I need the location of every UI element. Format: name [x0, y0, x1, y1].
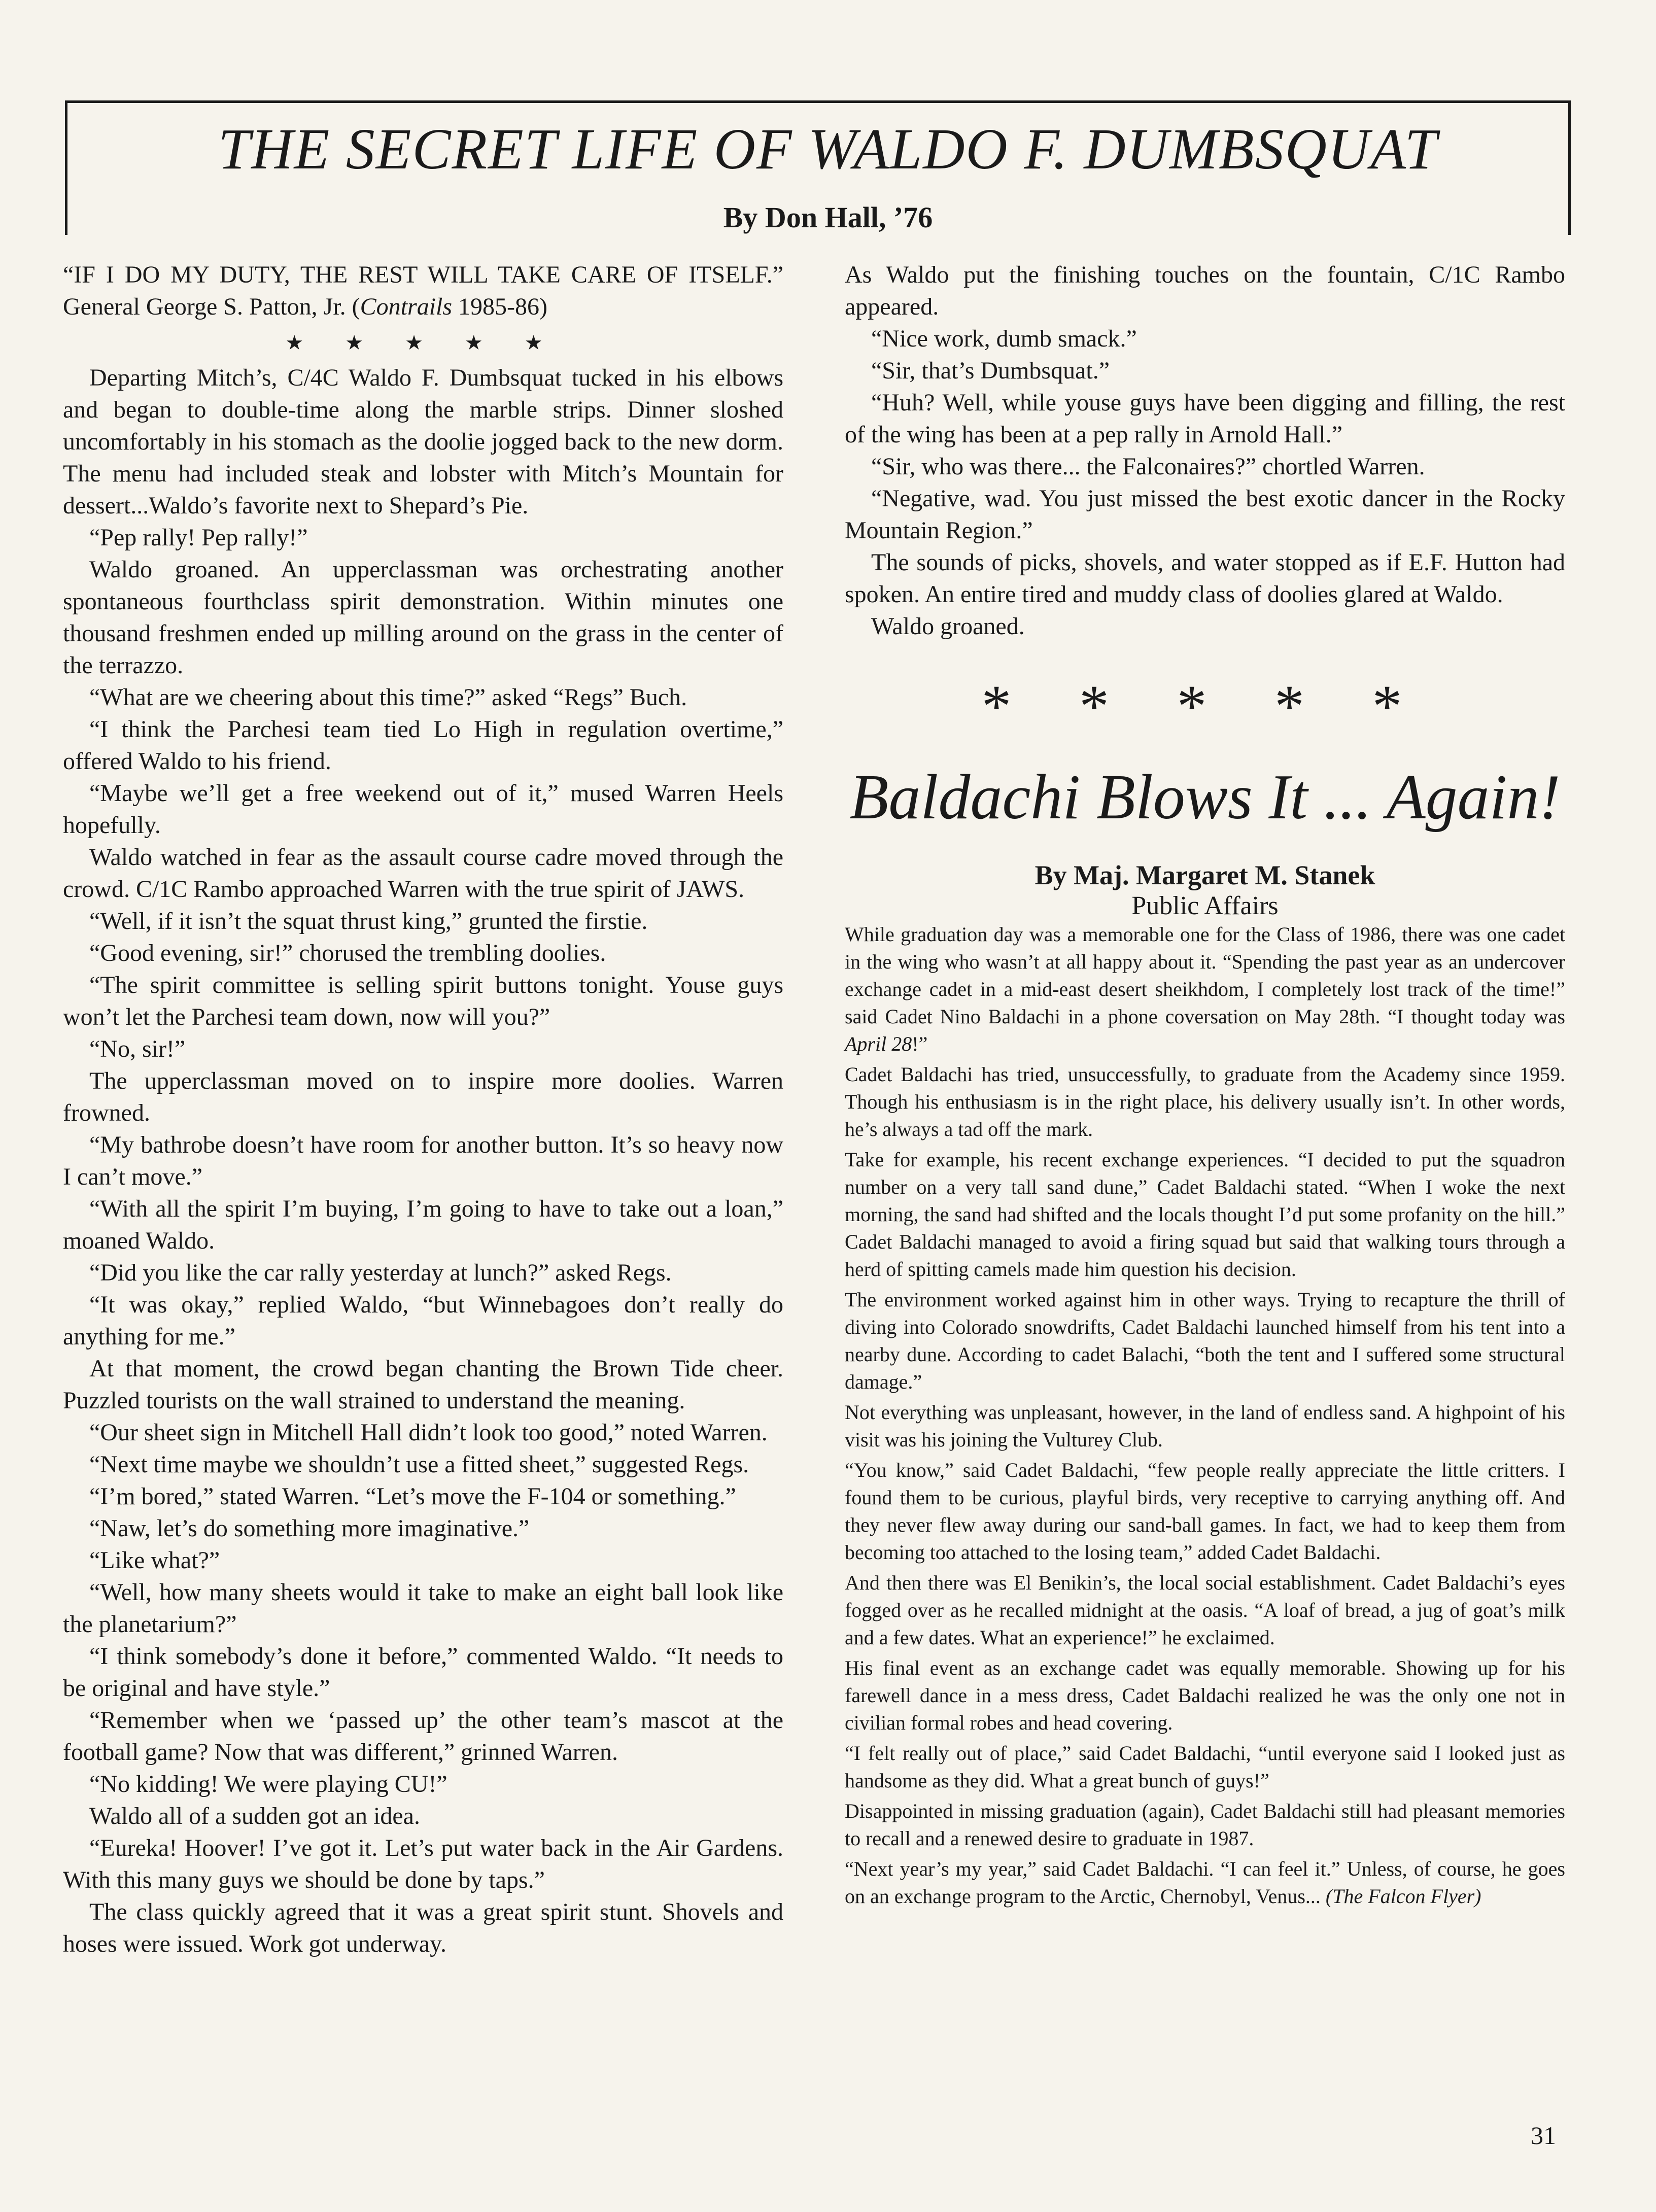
paragraph: “I think somebody’s done it before,” commented Waldo. “It needs to be original and have style.”: [63, 1643, 783, 1702]
paragraph: “Remember when we ‘passed up’ the other team’s mascot at the football game? Now that was different,” grinned Warren.: [63, 1707, 783, 1766]
left-column: [63, 259, 783, 1960]
paragraph: “No kidding! We were playing CU!”: [89, 1771, 447, 1798]
paragraph: Waldo groaned.: [871, 613, 1025, 640]
paragraph: “What are we cheering about this time?” asked “Regs” Buch.: [89, 684, 687, 711]
paragraph: “Well, if it isn’t the squat thrust king,” grunted the firstie.: [89, 908, 648, 935]
paragraph: Cadet Baldachi has tried, unsuccessfully, to graduate from the Academy since 1959. Though his enthusiasm is in the right place, his delivery usually isn’t. In other words, he’s always a tad off the mark.: [845, 1063, 1565, 1140]
paragraph: “I felt really out of place,” said Cadet Baldachi, “until everyone said I looked just as handsome as they did. What a great bunch of guys!”: [845, 1742, 1565, 1792]
paragraph: “No, sir!”: [89, 1035, 186, 1062]
article1-continued: [845, 259, 1565, 642]
paragraph: “I’m bored,” stated Warren. “Let’s move the F-104 or something.”: [89, 1483, 736, 1510]
article2-title: Baldachi Blows It ... Again!: [849, 762, 1561, 833]
article2-paragraphs: [845, 1061, 1565, 1852]
paragraph: “Our sheet sign in Mitchell Hall didn’t look too good,” noted Warren.: [89, 1419, 768, 1446]
paragraph: “Good evening, sir!” chorused the trembling doolies.: [89, 940, 606, 966]
paragraph: “My bathrobe doesn’t have room for another button. It’s so heavy now I can’t move.”: [63, 1131, 783, 1190]
paragraph: Departing Mitch’s, C/4C Waldo F. Dumbsquat tucked in his elbows and began to double-time along the marble strips. Dinner sloshed uncomfortably in his stomach as the doolie jogged back to the new dorm. The menu had included steak and lobster with Mitch’s Mountain for dessert...Waldo’s favorite next to Shepard’s Pie.: [63, 364, 783, 519]
paragraph: “It was okay,” replied Waldo, “but Winnebagoes don’t really do anything for me.”: [63, 1291, 783, 1350]
paragraph: “Huh? Well, while youse guys have been digging and filling, the rest of the wing has been at a pep rally in Arnold Hall.”: [845, 389, 1565, 448]
paragraph: “Maybe we’ll get a free weekend out of it,” mused Warren Heels hopefully.: [63, 780, 783, 839]
paragraph: “Sir, who was there... the Falconaires?” chortled Warren.: [871, 453, 1425, 480]
right-column: [845, 259, 1565, 1913]
paragraph: Take for example, his recent exchange experiences. “I decided to put the squadron number on a very tall sand dune,” Cadet Baldachi stated. “When I woke the next morning, the sand had shifted and the locals thought I’d put some profanity on the hill.” Cadet Baldachi managed to avoid a firing squad but said that walking tours through a herd of spitting camels made him question his decision.: [845, 1148, 1565, 1281]
paragraph: The upperclassman moved on to inspire more doolies. Warren frowned.: [63, 1067, 783, 1126]
article2-department: Public Affairs: [1131, 891, 1279, 920]
article2-paragraph: “Next year’s my year,” said Cadet Baldachi. “I can feel it.” Unless, of course, he goes on an exchange program to the Arctic, Chernobyl, Venus... (The Falcon Flyer): [845, 1857, 1565, 1908]
paragraph: “You know,” said Cadet Baldachi, “few people really appreciate the little critters. I found them to be curious, playful birds, very receptive to carrying anything off. And they never flew away during our sand-ball games. In fact, we had to keep them from becoming too attached to the losing team,” added Cadet Baldachi.: [845, 1459, 1565, 1564]
paragraph: The class quickly agreed that it was a great spirit stunt. Shovels and hoses were issued. Work got underway.: [63, 1898, 783, 1957]
paragraph: Disappointed in missing graduation (again), Cadet Baldachi still had pleasant memories to recall and a renewed desire to graduate in 1987.: [845, 1800, 1565, 1850]
paragraph: Not everything was unpleasant, however, in the land of endless sand. A highpoint of his visit was his joining the Vulturey Club.: [845, 1401, 1565, 1451]
article-byline: By Don Hall, ’76: [723, 201, 933, 234]
article2-paragraph: While graduation day was a memorable one for the Class of 1986, there was one cadet in the wing who wasn’t at all happy about it. “Spending the past year as an undercover exchange cadet in a mid-east desert sheikhdom, I completely lost track of the time!” said Cadet Nino Baldachi in a phone coversation on May 28th. “I thought today was April 28!”: [845, 923, 1565, 1055]
article-title: THE SECRET LIFE OF WALDO F. DUMBSQUAT: [218, 117, 1438, 181]
paragraph: Waldo watched in fear as the assault course cadre moved through the crowd. C/1C Rambo approached Warren with the true spirit of JAWS.: [63, 844, 783, 903]
paragraph: “Did you like the car rally yesterday at lunch?” asked Regs.: [89, 1259, 672, 1286]
paragraph: “Sir, that’s Dumbsquat.”: [871, 357, 1110, 384]
article2-body: [845, 921, 1565, 1910]
epigraph: “IF I DO MY DUTY, THE REST WILL TAKE CARE OF ITSELF.” General George S. Patton, Jr. (Contrails 1985-86): [63, 261, 783, 320]
paragraph: “With all the spirit I’m buying, I’m going to have to take out a loan,” moaned Waldo.: [63, 1195, 783, 1254]
paragraph: “Well, how many sheets would it take to make an eight ball look like the planetarium?”: [63, 1579, 783, 1638]
paragraph: “Eureka! Hoover! I’ve got it. Let’s put water back in the Air Gardens. With this many guys we should be done by taps.”: [63, 1835, 783, 1893]
asterisk-separator: * * * * *: [981, 673, 1429, 739]
paragraph: And then there was El Benikin’s, the local social establishment. Cadet Baldachi’s eyes fogged over as he recalled midnight at the oasis. “A loaf of bread, a jug of goat’s milk and a few dates. What an experience!” he exclaimed.: [845, 1571, 1565, 1649]
paragraph: “Pep rally! Pep rally!”: [89, 524, 308, 551]
paragraph: “Next time maybe we shouldn’t use a fitted sheet,” suggested Regs.: [89, 1451, 749, 1478]
article2-byline: By Maj. Margaret M. Stanek: [1034, 860, 1375, 890]
paragraph: “The spirit committee is selling spirit buttons tonight. Youse guys won’t let the Parchesi team down, now will you?”: [63, 972, 783, 1030]
page-number: 31: [1531, 2121, 1556, 2150]
paragraph: “Naw, let’s do something more imaginative.”: [89, 1515, 530, 1542]
paragraph: “Like what?”: [89, 1547, 220, 1574]
paragraph: At that moment, the crowd began chanting the Brown Tide cheer. Puzzled tourists on the wall strained to understand the meaning.: [63, 1355, 783, 1414]
paragraph: Waldo all of a sudden got an idea.: [89, 1803, 420, 1829]
paragraph: “Nice work, dumb smack.”: [871, 325, 1137, 352]
paragraph: “I think the Parchesi team tied Lo High in regulation overtime,” offered Waldo to his friend.: [63, 716, 783, 775]
paragraph: His final event as an exchange cadet was equally memorable. Showing up for his farewell dance in a mess dress, Cadet Baldachi realized he was the only one not in civilian formal robes and head covering.: [845, 1656, 1565, 1734]
paragraph: As Waldo put the finishing touches on the fountain, C/1C Rambo appeared.: [845, 261, 1565, 320]
article1-body: [63, 362, 783, 1960]
paragraph: “Negative, wad. You just missed the best exotic dancer in the Rocky Mountain Region.”: [845, 485, 1565, 544]
paragraph: Waldo groaned. An upperclassman was orchestrating another spontaneous fourthclass spirit demonstration. Within minutes one thousand freshmen ended up milling around on the grass in the center of the terrazzo.: [63, 556, 783, 679]
paragraph: The environment worked against him in other ways. Trying to recapture the thrill of diving into Colorado snowdrifts, Cadet Baldachi launched himself from his tent into a nearby dune. According to cadet Balachi, “both the tent and I suffered some structural damage.”: [845, 1288, 1565, 1393]
paragraph: The sounds of picks, shovels, and water stopped as if E.F. Hutton had spoken. An entire tired and muddy class of doolies glared at Waldo.: [845, 549, 1565, 608]
star-divider: ★ ★ ★ ★ ★: [285, 331, 561, 354]
